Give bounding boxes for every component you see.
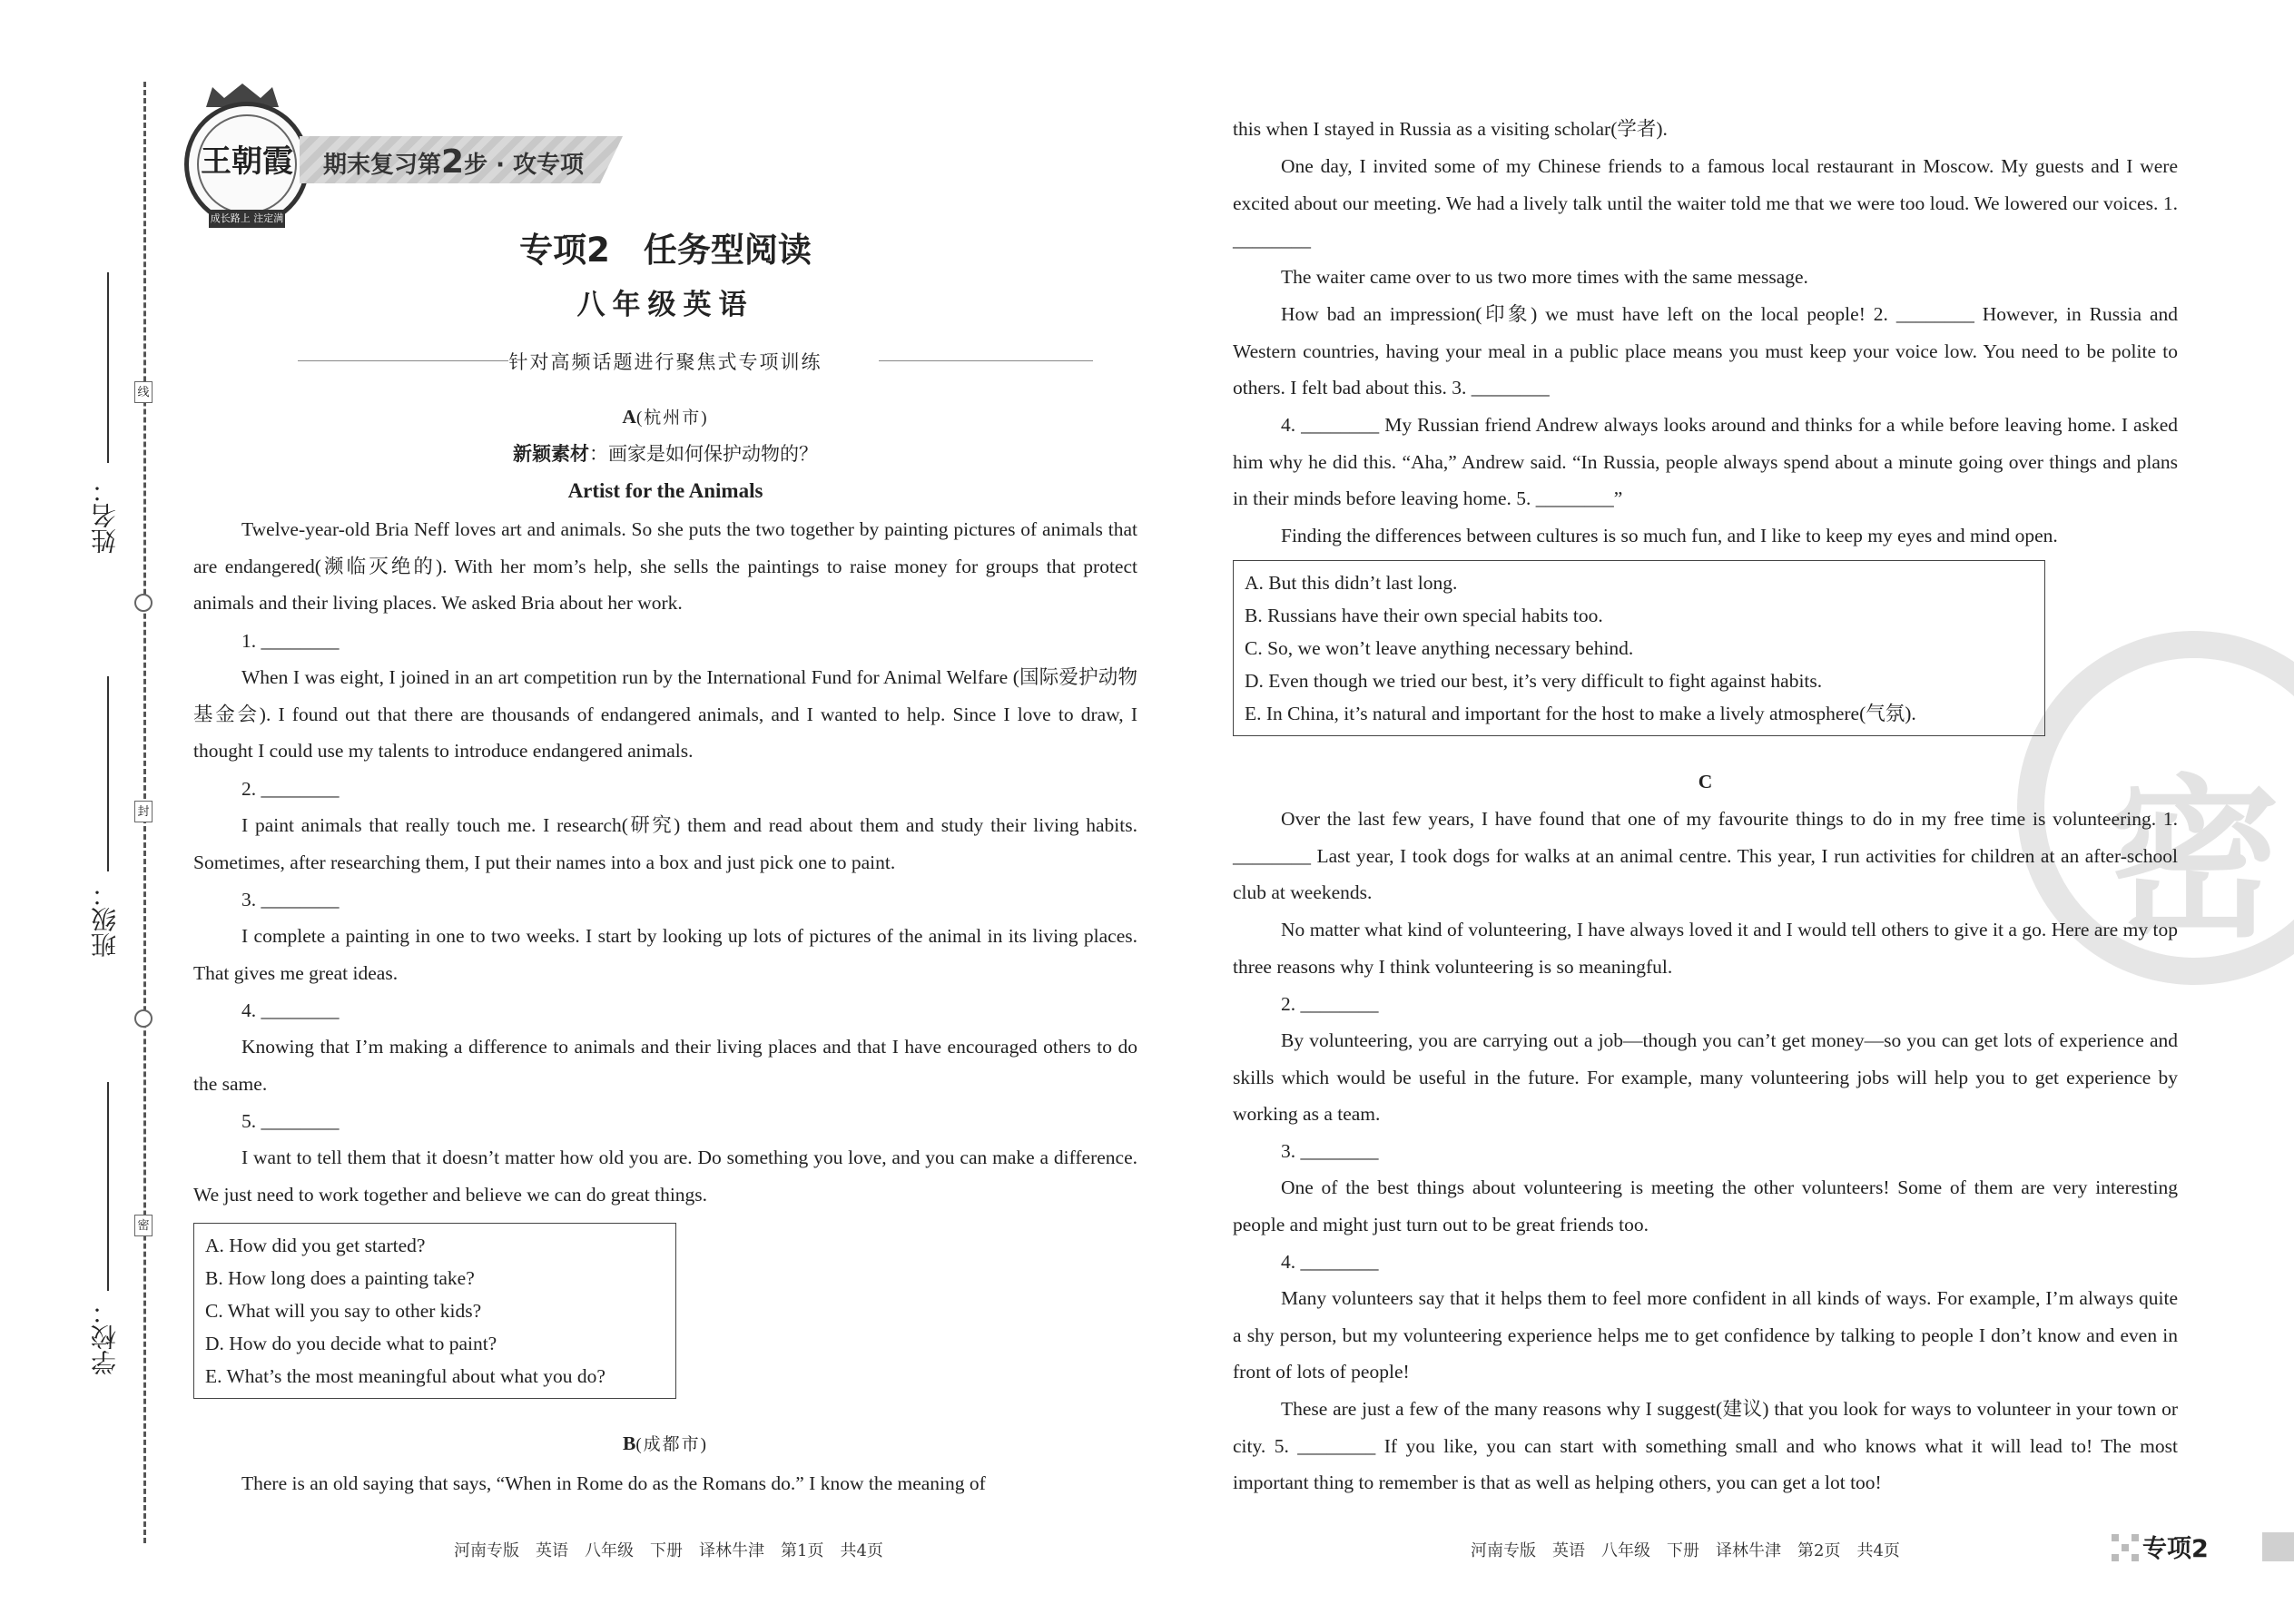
- c-paragraph-1: Over the last few years, I have found that one of my favourite things to do in my free time is volunteering. 1. ________ Last year, I took dogs for walks at an animal centre. This year, I run activities for children at an after-school club at weekends.: [1233, 808, 2178, 904]
- subtitle: 针对高频话题进行聚焦式专项训练: [508, 351, 822, 373]
- a-option: C. What will you say to other kids?: [205, 1300, 482, 1322]
- section-b-heading: B(成都市): [623, 1432, 708, 1454]
- c-blank-2[interactable]: 2. ________: [1281, 993, 1379, 1015]
- school-field-line[interactable]: [107, 1082, 109, 1291]
- binding-mark-feng: 封: [134, 801, 153, 822]
- c-blank-3[interactable]: 3. ________: [1281, 1140, 1379, 1162]
- class-field-line[interactable]: [107, 676, 109, 871]
- b-option: A. But this didn’t last long.: [1245, 572, 1458, 594]
- a-paragraph-4: I complete a painting in one to two weeks. I start by looking up lots of pictures of the animal in its living places. That gives me great ideas.: [193, 925, 1137, 984]
- a-paragraph-5: Knowing that I’m making a difference to animals and their living places and that I have encouraged others to do the same.: [193, 1036, 1137, 1095]
- class-label: 班级：: [90, 881, 120, 958]
- c-paragraph-4: One of the best things about volunteering is meeting the other volunteers! Some of them are very interesting people and might just turn out to be great friends too.: [1233, 1176, 2178, 1235]
- a-blank-5[interactable]: 5. ________: [241, 1110, 340, 1132]
- section-a-heading: A(杭州市): [622, 406, 709, 428]
- section-tag: 专项2: [2142, 1535, 2209, 1563]
- name-label: 姓名：: [90, 477, 120, 554]
- a-option: B. How long does a painting take?: [205, 1267, 475, 1289]
- a-blank-3[interactable]: 3. ________: [241, 889, 340, 910]
- c-paragraph-2: No matter what kind of volunteering, I have always loved it and I would tell others to give it a go. Here are my top three reasons why I think volunteering is so meaningful.: [1233, 919, 2178, 978]
- corner-dots-decoration: [2112, 1534, 2139, 1561]
- footer-right: 河南专版 英语 八年级 下册 译林牛津 第2页 共4页: [1471, 1541, 1900, 1560]
- c-paragraph-3: By volunteering, you are carrying out a job—though you can’t get money—so you can get lots of experience and skills which would be useful in the future. For example, many volunteering jobs will help you to get experience by working as a team.: [1233, 1029, 2178, 1126]
- binding-hole-2: [134, 1009, 153, 1028]
- c-paragraph-5: Many volunteers say that it helps them to feel more confident in all kinds of ways. For example, I’m always quite a shy person, but my volunteering experience helps me to get confidence by talking to people I don’t know and even in front of lots of people!: [1233, 1287, 2178, 1383]
- binding-mark-xian: 线: [134, 381, 153, 403]
- a-paragraph-1: Twelve-year-old Bria Neff loves art and animals. So she puts the two together by painting pictures of animals that are endangered(濒临灭绝的). With her mom’s help, she sells the paintings to raise money for groups that protect animals and their living places. We asked Bria about her work.: [193, 518, 1137, 615]
- subtitle-rule-right: [879, 360, 1093, 361]
- a-option: D. How do you decide what to paint?: [205, 1333, 497, 1354]
- logo: [184, 102, 310, 242]
- b-paragraph-4: How bad an impression(印象) we must have left on the local people! 2. ________ However, in Russia and Western countries, having your meal in a public place means you must keep your voice low. You need to be polite to others. I felt bad about this. 3. ________: [1233, 303, 2178, 399]
- a-paragraph-6: I want to tell them that it doesn’t matter how old you are. Do something you love, and you can make a difference. We just need to work together and believe we can do great things.: [193, 1147, 1137, 1206]
- b-paragraph-3: The waiter came over to us two more times with the same message.: [1281, 266, 1808, 288]
- b-paragraph-2: One day, I invited some of my Chinese friends to a famous local restaurant in Moscow. My guests and I were excited about our meeting. We had a lively talk until the waiter told me that we were too loud. We lowered our voices. 1. ________: [1233, 155, 2178, 251]
- b-options-box: [1233, 560, 2045, 736]
- logo-text: 王朝霞: [201, 143, 293, 180]
- school-label: 学校：: [90, 1299, 120, 1375]
- b-paragraph-5: 4. ________ My Russian friend Andrew always looks around and thinks for a while before leaving home. I asked him why he did this. “Aha,” Andrew said. “In Russia, people always spend about a minute going over things and plans in their minds before leaving home. 5. ________”: [1233, 414, 2178, 510]
- b-option: B. Russians have their own special habits too.: [1245, 605, 1603, 626]
- binding-mark-mi: 密: [134, 1215, 153, 1236]
- c-blank-4[interactable]: 4. ________: [1281, 1251, 1379, 1273]
- binding-hole-1: [134, 594, 153, 612]
- a-blank-4[interactable]: 4. ________: [241, 999, 340, 1021]
- b-option: D. Even though we tried our best, it’s very difficult to fight against habits.: [1245, 670, 1823, 692]
- a-paragraph-2: When I was eight, I joined in an art competition run by the International Fund for Animal Welfare (国际爱护动物基金会). I found out that there are thousands of endangered animals, and I wanted to help. Since I love to draw, I thought I could use my talents to introduce endangered animals.: [193, 666, 1137, 763]
- c-paragraph-6: These are just a few of the many reasons why I suggest(建议) that you look for ways to volunteer in your town or city. 5. ________ If you like, you can start with something small and who knows what it will lead to! The most important thing to remember is that as well as helping others, you can get a lot too!: [1233, 1398, 2178, 1494]
- a-paragraph-3: I paint animals that really touch me. I research(研究) them and read about them and study their living habits. Sometimes, after researching them, I put their names into a box and just pick one to paint.: [193, 814, 1137, 873]
- section-tag-bar: [2262, 1532, 2294, 1561]
- name-field-line[interactable]: [107, 272, 109, 463]
- footer-left: 河南专版 英语 八年级 下册 译林牛津 第1页 共4页: [454, 1541, 883, 1560]
- page-title: 专项2 任务型阅读: [519, 231, 812, 270]
- a-blank-2[interactable]: 2. ________: [241, 778, 340, 800]
- b-paragraph-1-end: this when I stayed in Russia as a visiting scholar(学者).: [1233, 118, 1668, 140]
- logo-ribbon: 成长路上 注定满天: [209, 210, 285, 228]
- b-option: E. In China, it’s natural and important for the host to make a lively atmosphere(气氛).: [1245, 703, 1916, 724]
- header-banner-text: 期末复习第2步 · 攻专项: [323, 143, 585, 181]
- section-c-heading: C: [1698, 771, 1713, 792]
- a-blank-1[interactable]: 1. ________: [241, 630, 340, 652]
- watermark-text: 密: [2107, 760, 2280, 960]
- a-options-box: [193, 1223, 676, 1399]
- a-option: E. What’s the most meaningful about what you do?: [205, 1365, 605, 1387]
- a-option: A. How did you get started?: [205, 1235, 426, 1256]
- section-a-topic: 新颖素材：画家是如何保护动物的？: [513, 442, 818, 465]
- grade-subject: 八年级英语: [576, 289, 754, 321]
- b-paragraph-1-start: There is an old saying that says, “When in Rome do as the Romans do.” I know the meaning of: [241, 1472, 986, 1494]
- b-option: C. So, we won’t leave anything necessary behind.: [1245, 637, 1634, 659]
- article-title: Artist for the Animals: [567, 479, 763, 502]
- b-paragraph-6: Finding the differences between cultures is so much fun, and I like to keep my eyes and mind open.: [1281, 525, 2058, 546]
